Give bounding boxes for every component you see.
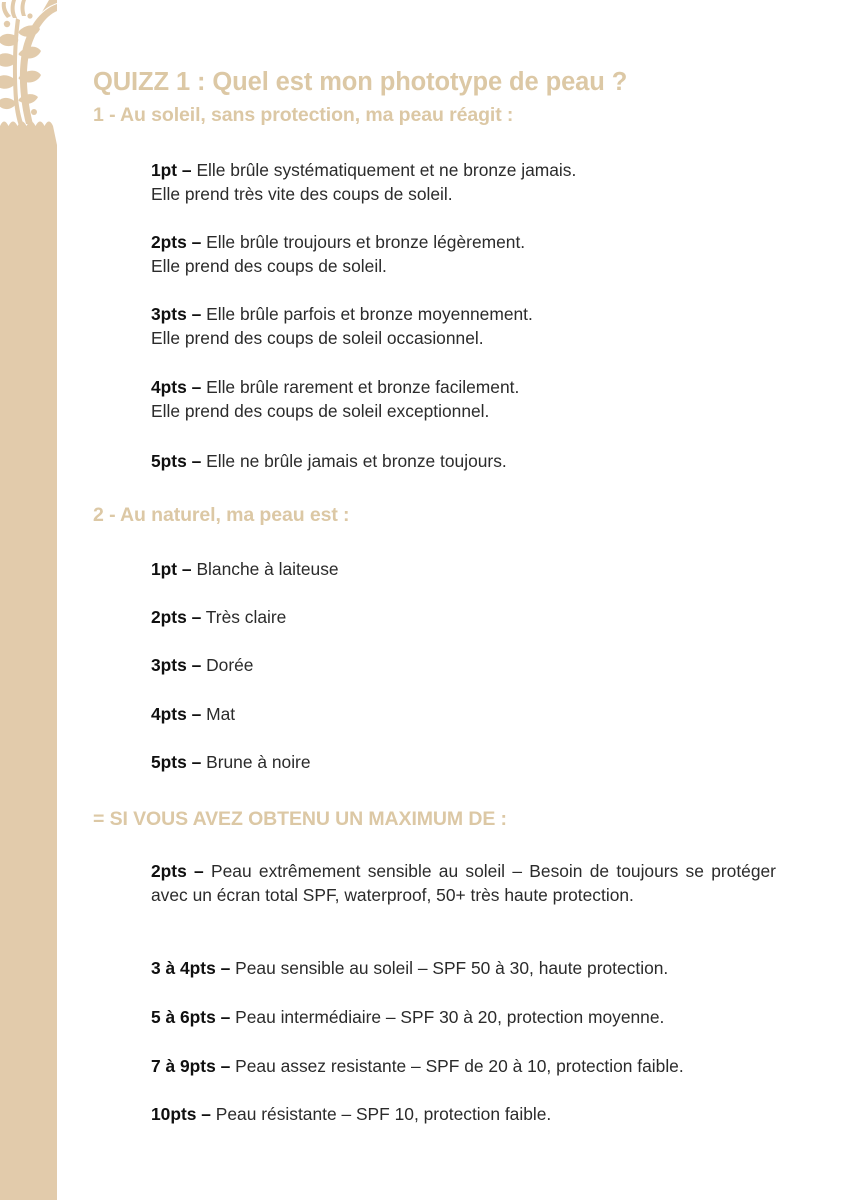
answer-item [151, 702, 775, 726]
answer-text-line1: Mat [206, 704, 236, 724]
answer-points: 3pts – [151, 655, 202, 675]
result-text: Peau sensible au soleil – SPF 50 à 30, haute protection. [235, 958, 669, 978]
section-1-heading: 1 - Au soleil, sans protection, ma peau réagit : [93, 104, 514, 126]
answer-text-line1: Brune à noire [206, 752, 311, 772]
answer-points: 2pts – [151, 607, 202, 627]
result-text: Peau extrêmement sensible au soleil – Besoin de toujours se protéger avec un écran total SPF, waterproof, 50+ très haute protection. [151, 861, 776, 906]
answer-item [151, 750, 775, 774]
result-item [151, 859, 776, 908]
result-item [151, 1005, 776, 1029]
result-item [151, 1102, 776, 1126]
answer-text-line1: Très claire [205, 607, 287, 627]
answer-text-line1: Dorée [206, 655, 254, 675]
answer-item [151, 158, 775, 206]
answer-item [151, 449, 775, 473]
answer-text-line2: Elle prend très vite des coups de soleil. [151, 184, 453, 205]
answer-text-line1: Elle brûle systématiquement et ne bronze jamais. [196, 160, 577, 180]
page-title: QUIZZ 1 : Quel est mon phototype de peau ? [93, 68, 628, 96]
answer-points: 4pts – [151, 377, 202, 397]
answer-text-line2: Elle prend des coups de soleil. [151, 256, 387, 277]
answer-item [151, 230, 775, 278]
answer-text-line1: Elle ne brûle jamais et bronze toujours. [206, 451, 507, 471]
answer-points: 1pt – [151, 160, 192, 180]
result-points: 7 à 9pts – [151, 1056, 231, 1076]
result-text: Peau résistante – SPF 10, protection faible. [215, 1104, 552, 1124]
answer-points: 3pts – [151, 304, 202, 324]
result-points: 5 à 6pts – [151, 1007, 231, 1027]
answer-text-line1: Elle brûle troujours et bronze légèrement. [206, 232, 526, 252]
answer-item [151, 653, 775, 677]
result-item [151, 956, 776, 980]
result-points: 2pts – [151, 861, 204, 881]
answer-item [151, 605, 775, 629]
answer-points: 4pts – [151, 704, 202, 724]
result-item [151, 1054, 776, 1078]
result-text: Peau intermédiaire – SPF 30 à 20, protection moyenne. [235, 1007, 665, 1027]
answer-points: 5pts – [151, 752, 202, 772]
answer-item [151, 302, 775, 350]
result-points: 3 à 4pts – [151, 958, 231, 978]
answer-item [151, 375, 775, 423]
answer-points: 1pt – [151, 559, 192, 579]
answer-text-line1: Elle brûle parfois et bronze moyennement. [206, 304, 533, 324]
result-points: 10pts – [151, 1104, 211, 1124]
answer-points: 5pts – [151, 451, 202, 471]
answer-item [151, 557, 775, 581]
section-2-heading: 2 - Au naturel, ma peau est : [93, 504, 350, 526]
answer-text-line2: Elle prend des coups de soleil exceptionnel. [151, 401, 490, 422]
answer-text-line2: Elle prend des coups de soleil occasionnel. [151, 328, 484, 349]
result-text: Peau assez resistante – SPF de 20 à 10, protection faible. [235, 1056, 684, 1076]
answer-points: 2pts – [151, 232, 202, 252]
answer-text-line1: Blanche à laiteuse [196, 559, 339, 579]
answer-text-line1: Elle brûle rarement et bronze facilement. [206, 377, 520, 397]
results-heading: = SI VOUS AVEZ OBTENU UN MAXIMUM DE : [93, 808, 507, 830]
